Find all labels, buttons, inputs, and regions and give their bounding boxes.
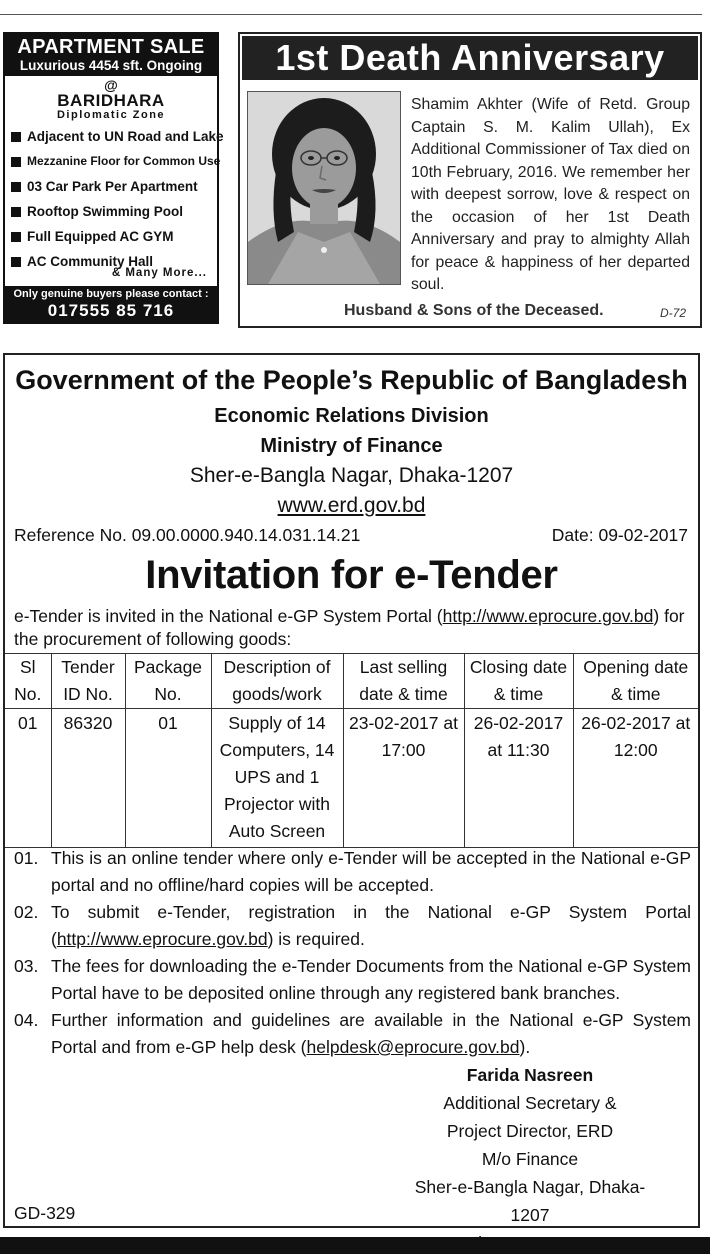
ministry-name: Ministry of Finance	[260, 435, 443, 457]
note-text-start: To submit e-Tender, registration in the National e-GP System Portal (	[51, 902, 691, 949]
apartment-ad-footer	[5, 286, 217, 322]
table-cell: 86320	[51, 709, 125, 848]
bullet-square-icon	[11, 132, 21, 142]
feature-text: 03 Car Park Per Apartment	[27, 179, 198, 194]
apartment-sale-ad	[3, 32, 224, 324]
notice-date: Date: 09-02-2017	[551, 525, 688, 545]
table-header: Description of goods/work	[211, 654, 343, 709]
signatory-address: Sher-e-Bangla Nagar, Dhaka-1207	[414, 1177, 646, 1225]
table-cell: 01	[5, 709, 51, 848]
feature-text: Full Equipped AC GYM	[27, 229, 174, 244]
reference-number: Reference No. 09.00.0000.940.14.031.14.21	[14, 525, 361, 545]
bottom-band	[0, 1237, 710, 1254]
intro-paragraph	[14, 605, 690, 651]
apartment-feature-list	[5, 124, 224, 274]
table-header-row	[5, 654, 698, 709]
feature-text: AC Community Hall	[27, 254, 154, 269]
bullet-square-icon	[11, 182, 21, 192]
portrait-image-icon	[248, 92, 400, 284]
apartment-phone: 017555 85 716	[47, 301, 175, 320]
bullet-square-icon	[11, 232, 21, 242]
division-name: Economic Relations Division	[214, 405, 489, 427]
anniversary-body: Shamim Akhter (Wife of Retd. Group Captain S. M. Kalim Ullah), Ex Additional Commissioner of Tax died on 10th February, 2016. We remember her with deepest sorrow, love & respect on the occasion of her 1st Death Anniversary and pray to almighty Allah for peace & happiness of her departed soul.	[411, 96, 690, 293]
list-item	[14, 1007, 691, 1061]
note-text-start: Further information and guidelines are available in the National e-GP System Portal and from e-GP help desk (	[51, 1010, 691, 1057]
top-rule	[0, 14, 702, 15]
signatory-title: Additional Secretary &	[443, 1093, 617, 1113]
note-text-end: ).	[519, 1037, 531, 1057]
table-cell: Supply of 14 Computers, 14 UPS and 1 Projector with Auto Screen	[211, 709, 343, 848]
eprocure-link[interactable]: http://www.eprocure.gov.bd	[442, 606, 654, 626]
table-header: Opening date & time	[573, 654, 698, 709]
website-link[interactable]: www.erd.gov.bd	[277, 494, 426, 517]
note-text-start: This is an online tender where only e-Tender will be accepted in the National e-GP portal and no offline/hard copies will be accepted.	[51, 848, 691, 895]
anniversary-signature: Husband & Sons of the Deceased.	[344, 302, 604, 319]
apartment-ad-at: @	[104, 77, 118, 93]
tender-notice	[3, 353, 700, 1228]
anniversary-title: 1st Death Anniversary	[242, 36, 698, 80]
apartment-ad-title: APARTMENT SALE	[17, 36, 205, 58]
table-cell: 01	[125, 709, 211, 848]
bullet-square-icon	[11, 207, 21, 217]
apartment-ad-subtitle: Luxurious 4454 sft. Ongoing	[19, 58, 203, 73]
list-item	[11, 199, 217, 224]
bullet-square-icon	[11, 257, 21, 267]
feature-text: Mezzanine Floor for Common Use	[27, 154, 221, 168]
list-item	[14, 845, 691, 899]
signatory-office: M/o Finance	[481, 1149, 579, 1169]
note-text	[51, 953, 691, 1007]
intro-text-end: ) for the procurement of following goods:	[14, 606, 685, 649]
note-text	[51, 1007, 691, 1061]
government-heading: Government of the People’s Republic of Bangladesh	[15, 365, 688, 395]
list-item	[11, 174, 217, 199]
feature-text: Rooftop Swimming Pool	[27, 204, 183, 219]
table-header: Sl No.	[5, 654, 51, 709]
signatory-name: Farida Nasreen	[466, 1065, 594, 1085]
tender-table	[5, 653, 698, 848]
notes-list	[14, 845, 691, 1061]
table-cell: 26-02-2017 at 11:30	[464, 709, 573, 848]
table-header: Last selling date & time	[343, 654, 464, 709]
list-item	[14, 899, 691, 953]
apartment-ad-zone: Diplomatic Zone	[56, 109, 166, 121]
notice-code: GD-329	[14, 1203, 76, 1223]
table-header: Closing date & time	[464, 654, 573, 709]
intro-text-start: e-Tender is invited in the National e-GP System Portal (	[14, 606, 443, 626]
table-header: Package No.	[125, 654, 211, 709]
note-text	[51, 899, 691, 953]
feature-text: Adjacent to UN Road and Lake	[27, 129, 224, 144]
apartment-ad-header	[5, 34, 217, 76]
bullet-square-icon	[11, 157, 21, 167]
table-header: Tender ID No.	[51, 654, 125, 709]
note-number: 04.	[14, 1010, 39, 1030]
list-item	[11, 224, 217, 249]
signatory-title: Project Director, ERD	[446, 1121, 614, 1141]
apartment-ad-more: & Many More...	[111, 267, 207, 279]
apartment-ad-location: BARIDHARA	[57, 91, 165, 110]
list-item	[14, 953, 691, 1007]
note-number: 03.	[14, 956, 39, 976]
note-text-start: The fees for downloading the e-Tender Documents from the National e-GP System Portal have to be deposited online through any registered bank branches.	[51, 956, 691, 1003]
eprocure-link[interactable]: http://www.eprocure.gov.bd	[56, 929, 268, 949]
portrait-photo	[247, 91, 401, 285]
helpdesk-email-link[interactable]: helpdesk@eprocure.gov.bd	[306, 1037, 520, 1057]
table-cell: 23-02-2017 at 17:00	[343, 709, 464, 848]
invitation-heading: Invitation for e-Tender	[145, 553, 558, 597]
anniversary-code: D-72	[660, 306, 687, 320]
table-cell: 26-02-2017 at 12:00	[573, 709, 698, 848]
signatory-block	[405, 1061, 655, 1257]
note-number: 01.	[14, 848, 39, 868]
list-item	[11, 124, 224, 149]
table-row	[5, 709, 698, 848]
anniversary-ad	[238, 32, 702, 328]
apartment-contact-label: Only genuine buyers please contact :	[13, 288, 209, 300]
office-address: Sher-e-Bangla Nagar, Dhaka-1207	[189, 464, 514, 487]
note-number: 02.	[14, 902, 39, 922]
note-text	[51, 845, 691, 899]
note-text-end: ) is required.	[267, 929, 365, 949]
list-item	[11, 149, 221, 174]
